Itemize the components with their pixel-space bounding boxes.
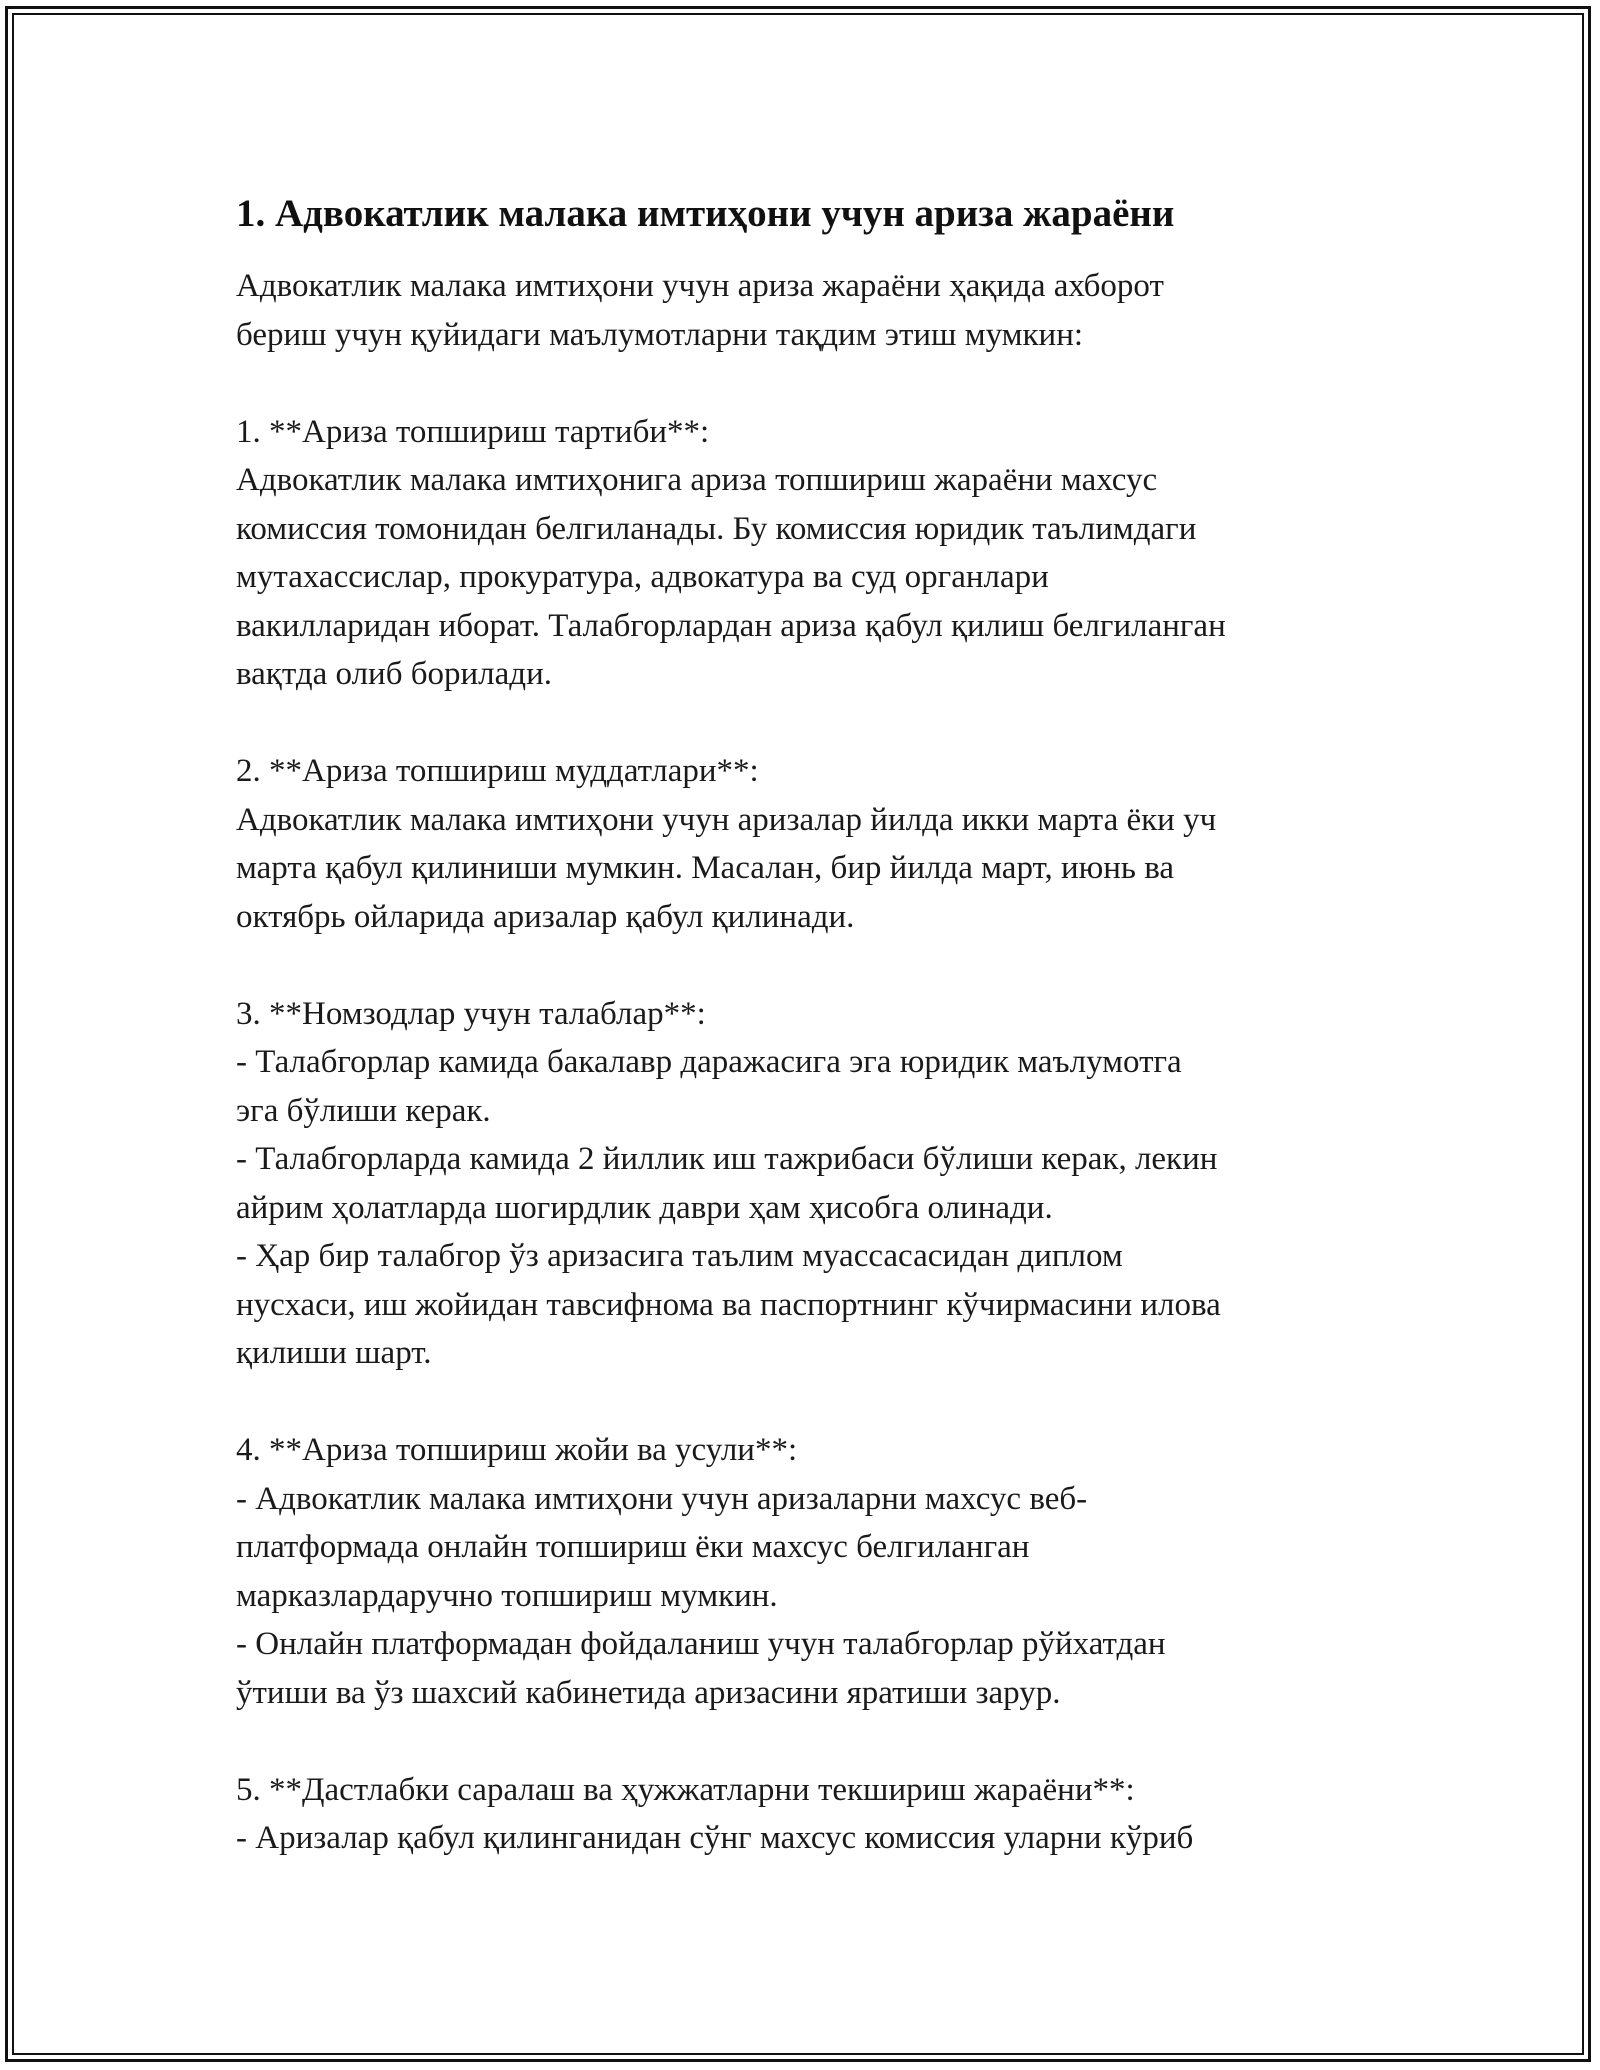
section-2-body: Адвокатлик малака имтиҳони учун аризалар йилда икки марта ёки уч марта қабул қилиниши мумкин. Масалан, бир йилда март, июнь ва октябрь ойларида аризалар қабул қилинади. — [236, 801, 1217, 935]
section-1-title: 1. **Ариза топшириш тартиби**: — [236, 413, 710, 450]
paragraph-gap — [236, 1378, 1376, 1427]
paragraph-gap — [236, 359, 1376, 408]
paragraph-gap — [236, 699, 1376, 748]
document-page — [236, 190, 1376, 1863]
section-2 — [236, 747, 1376, 941]
section-1 — [236, 408, 1376, 699]
section-2-title: 2. **Ариза топшириш муддатлари**: — [236, 753, 759, 789]
document-heading: 1. Адвокатлик малака имтиҳони учун ариза жараёни — [236, 192, 1175, 235]
section-3-body: - Талабгорлар камида бакалавр даражасига эга юридик маълумотга эга бўлиши керак. - Талабгорларда камида 2 йиллик иш тажрибаси бўлиши керак, лекин айрим ҳолатларда шогирдлик даври ҳам ҳисобга олинади. - Ҳар бир талабгор ўз аризасига таълим муассасасидан диплом нусхаси, иш жойидан тавсифнома ва паспортнинг кўчирмасини илова қилиши шарт. — [236, 1044, 1221, 1371]
paragraph-gap — [236, 941, 1376, 990]
section-5-body: - Аризалар қабул қилинганидан сўнг махсус комиссия уларни кўриб — [236, 1820, 1194, 1856]
section-5 — [236, 1766, 1376, 1863]
paragraph-gap — [236, 1717, 1376, 1766]
section-1-body: Адвокатлик малака имтиҳонига ариза топшириш жараёни махсус комиссия томонидан белгиланады. Бу комиссия юридик таълимдаги мутахассислар, прокуратура, адвокатура ва суд органлари вакилларидан иборат. Талабгорлардан ариза қабул қилиш белгиланган вақтда олиб борилади. — [236, 462, 1226, 692]
section-3 — [236, 990, 1376, 1378]
intro-paragraph: Адвокатлик малака имтиҳони учун ариза жараёни ҳақида ахборот бериш учун қуйидаги маълумотларни тақдим этиш мумкин: — [236, 268, 1164, 353]
section-4 — [236, 1426, 1376, 1717]
section-5-title: 5. **Дастлабки саралаш ва ҳужжатларни текшириш жараёни**: — [236, 1771, 1135, 1808]
section-3-title: 3. **Номзодлар учун талаблар**: — [236, 995, 706, 1032]
section-4-body: - Адвокатлик малака имтиҳони учун аризаларни махсус веб- платформада онлайн топшириш ёки махсус белгиланган марказлардаручно топшириш мумкин. - Онлайн платформадан фойдаланиш учун талабгорлар рўйхатдан ўтиши ва ўз шахсий кабинетида аризасини яратиши зарур. — [236, 1480, 1166, 1711]
section-4-title: 4. **Ариза топшириш жойи ва усули**: — [236, 1432, 798, 1468]
